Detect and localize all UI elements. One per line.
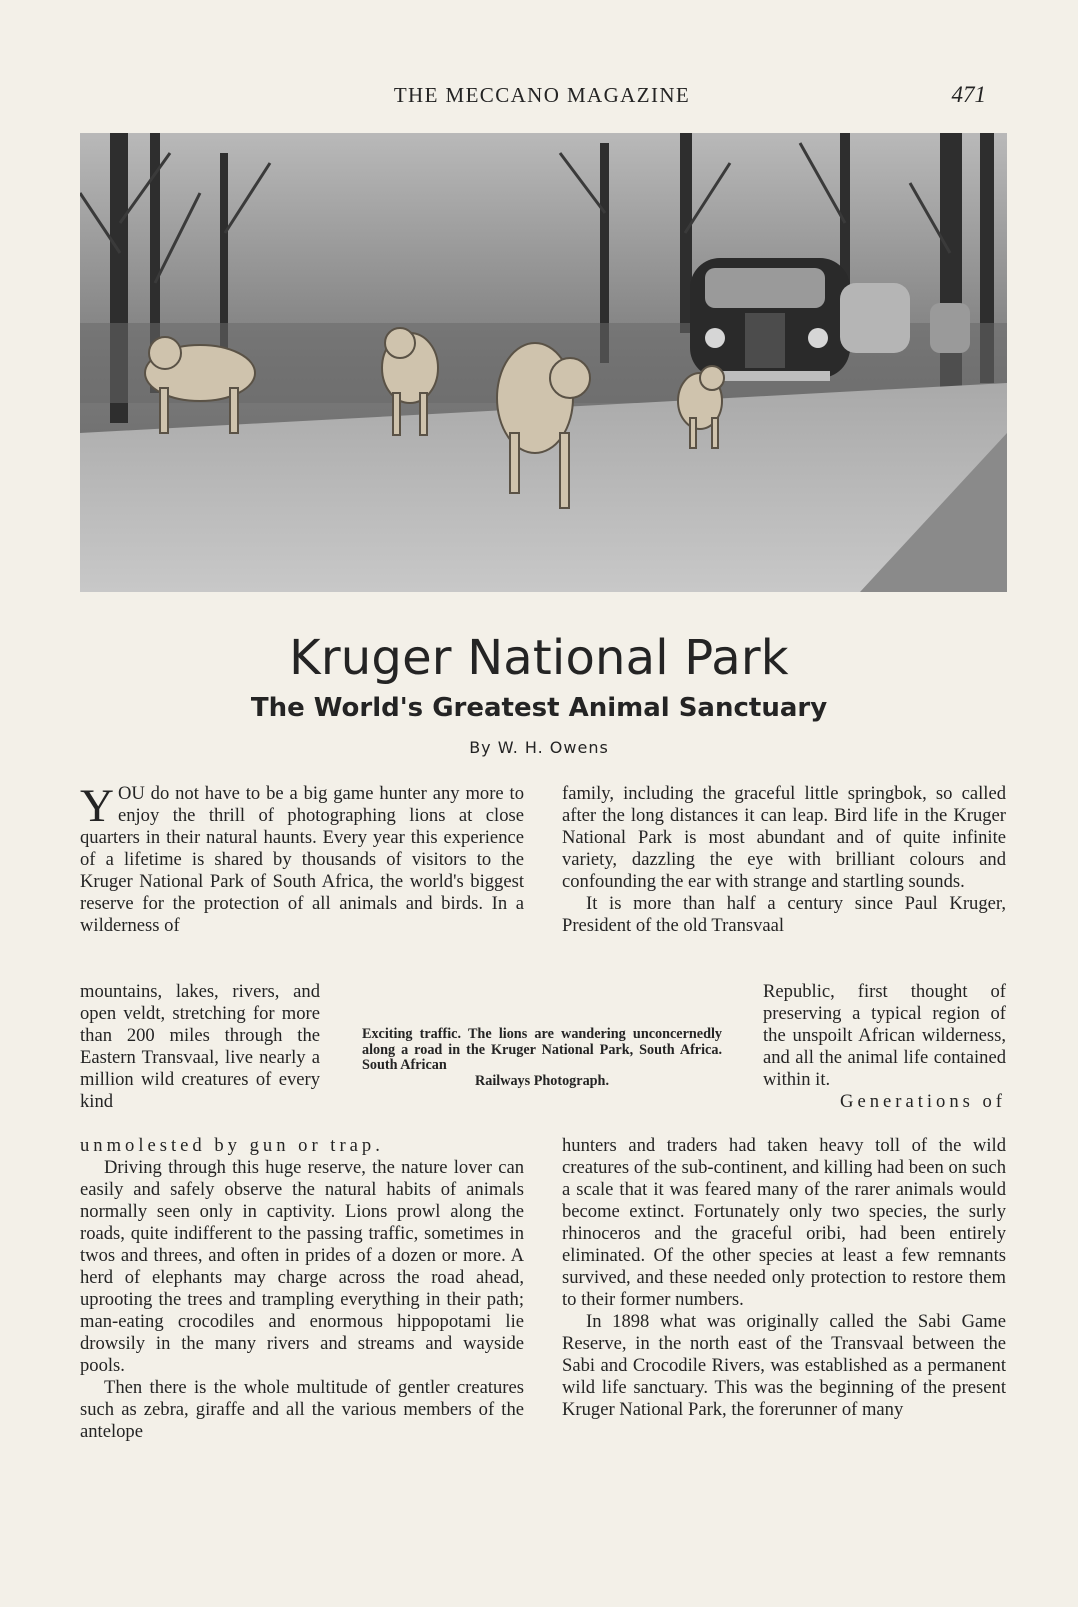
right-paragraph-3: In 1898 what was originally called the Sabi Game Reserve, in the north east of the Transvaal between the Sabi and Crocodile Rivers, was established as a permanent wild life sanctuary. This was the beginning of the present Kruger National Park, the forerunner of many: [562, 1311, 1006, 1420]
left-paragraph-1: [80, 780, 524, 937]
right-p2-tail: hunters and traders had taken heavy toll of the wild creatures of the sub-continent, and killing had been on such a scale that it was feared many of the rarer animals would become extinct. Fortunately only two species, the surly rhinoceros and the graceful oribi, had been entirely eliminated. Of the other species at least a few remnants survived, and these needed only protection to restore them to their former numbers.: [562, 1135, 1006, 1310]
drop-cap: Y: [80, 780, 114, 832]
article-title: Kruger National Park: [289, 630, 789, 686]
right-p2-lead: It is more than half a century since Paul Kruger, President of the old Transvaal: [562, 893, 1006, 936]
right-wrap-text: [763, 981, 1006, 1113]
left-paragraph-3: Then there is the whole multitude of gentler creatures such as zebra, giraffe and all the various members of the antelope: [80, 1377, 524, 1442]
right-column: [562, 783, 1006, 937]
caption-text: Exciting traffic. The lions are wandering unconcernedly along a road in the Kruger National Park, South Africa. South African: [362, 1026, 722, 1073]
left-column-lower: [80, 1135, 524, 1443]
page-number: 471: [951, 82, 986, 107]
right-column-lower: [562, 1135, 1006, 1421]
left-wrap-text: [80, 981, 320, 1113]
left-p1-wrap: mountains, lakes, rivers, and open veldt, stretching for more than 200 miles through the Eastern Transvaal, live nearly a million wild creatures of every kind: [80, 981, 320, 1112]
lions-on-road-photo: [80, 133, 1007, 592]
lions-on-road-photo-icon: [80, 133, 1007, 592]
left-p1-lead: OU do not have to be a big game hunter any more to enjoy the thrill of photographing lions at close quarters in their natural haunts. Every year this experience of a lifetime is shared by thousands of visitors to the Kruger National Park of South Africa, the world's biggest reserve for the protection of all animals and birds. In a wilderness of: [80, 783, 524, 936]
caption-credit: Railways Photograph.: [474, 1072, 609, 1089]
right-p2-wrap: Republic, first thought of preserving a typical region of the unspoilt African wilderness, and all the animal life contained within it.: [763, 981, 1006, 1090]
article-subtitle: The World's Greatest Animal Sanctuary: [250, 693, 828, 723]
page-header: [80, 80, 1004, 112]
right-p2-generations: Generations of: [840, 1091, 1006, 1112]
byline: By W. H. Owens: [469, 738, 609, 757]
magazine-name: THE MECCANO MAGAZINE: [393, 83, 691, 107]
left-column: [80, 780, 524, 937]
left-p1-tail: unmolested by gun or trap.: [80, 1135, 384, 1156]
left-paragraph-2: Driving through this huge reserve, the nature lover can easily and safely observe the natural habits of animals normally seen only in captivity. Lions prowl along the roads, quite indifferent to the passing traffic, sometimes in twos and threes, and often in prides of a dozen or more. A herd of elephants may charge across the road ahead, uprooting the trees and trampling everything in their path; man-eating crocodiles and enormous hippopotami lie drowsily in the many rivers and streams and wayside pools.: [80, 1157, 524, 1376]
right-paragraph-1: family, including the graceful little springbok, so called after the long distances it can leap. Bird life in the Kruger National Park is most abundant and of quite infinite variety, dazzling the eye with brilliant colours and confounding the ear with strange and startling sounds.: [562, 783, 1006, 892]
photo-caption: [362, 1027, 722, 1089]
